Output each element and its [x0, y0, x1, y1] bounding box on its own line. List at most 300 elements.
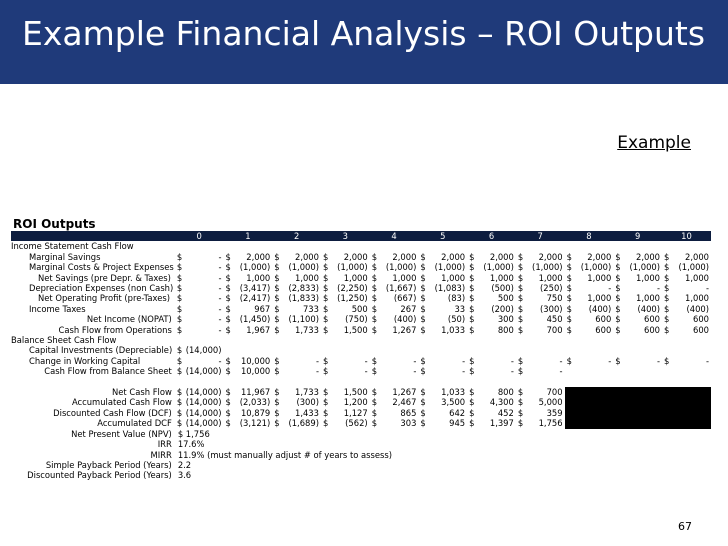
currency-symbol: $ [664, 272, 670, 283]
currency-symbol: $ [420, 418, 426, 429]
currency-symbol: $ [322, 355, 329, 366]
cell-value: - [705, 283, 709, 294]
cell-value: (400) [637, 303, 660, 314]
cell-value: 10,000 [240, 366, 271, 377]
cell-value: 2,000 [587, 251, 612, 262]
currency-symbol: $ [469, 293, 475, 304]
table-row [11, 356, 711, 366]
currency-symbol: $ [469, 355, 475, 366]
cell-value: - [413, 355, 417, 366]
cell-value: - [608, 355, 612, 366]
cell-value: 800 [497, 387, 514, 398]
currency-symbol: $ [517, 283, 524, 294]
year-header: 10 [662, 231, 711, 241]
currency-symbol: $ [420, 324, 426, 335]
currency-symbol: $ [566, 314, 572, 325]
currency-symbol: $ [176, 272, 183, 283]
cell-value: (14,000) [185, 397, 222, 408]
row-label: Marginal Costs & Project Expenses [29, 262, 174, 273]
cell-value: 11,967 [240, 387, 271, 398]
cell-value: 1,200 [343, 397, 368, 408]
currency-symbol: $ [371, 262, 378, 273]
row-label: Net Operating Profit (pre-Taxes) [38, 293, 170, 304]
currency-symbol: $ [469, 283, 475, 294]
currency-symbol: $ [517, 272, 524, 283]
cell-value: (83) [447, 293, 466, 304]
currency-symbol: $ [420, 366, 426, 377]
currency-symbol: $ [420, 314, 426, 325]
table-row [11, 325, 711, 335]
row-label: Marginal Savings [29, 251, 101, 262]
row-label: Cash Flow from Balance Sheet [44, 366, 172, 377]
table-row [11, 460, 711, 470]
currency-symbol: $ [371, 387, 378, 398]
cell-value: 1,756 [538, 418, 563, 429]
cell-value: 967 [254, 303, 271, 314]
currency-symbol: $ [225, 293, 231, 304]
cell-value: 800 [497, 324, 514, 335]
cell-value: - [218, 283, 222, 294]
cell-value: - [315, 366, 319, 377]
currency-symbol: $ [371, 418, 378, 429]
currency-symbol: $ [517, 293, 524, 304]
cell-value: 267 [400, 303, 417, 314]
table-row [11, 273, 711, 283]
currency-symbol: $ [420, 387, 426, 398]
cell-value: 359 [546, 407, 563, 418]
cell-value: 1,000 [636, 293, 660, 304]
cell-value: 1,000 [636, 272, 660, 283]
currency-symbol: $ [517, 387, 524, 398]
currency-symbol: $ [274, 324, 280, 335]
cell-value: 2,000 [343, 251, 368, 262]
currency-symbol: $ [322, 303, 329, 314]
row-label: Capital Investments (Depreciable) [29, 345, 173, 356]
cell-value: - [608, 283, 612, 294]
cell-value: (1,000) [288, 262, 319, 273]
currency-symbol: $ [225, 407, 231, 418]
currency-symbol: $ [420, 355, 426, 366]
cell-value: 2,000 [246, 251, 271, 262]
cell-value: 865 [400, 407, 417, 418]
cell-value: - [462, 366, 466, 377]
page-number: 67 [678, 520, 692, 533]
cell-value: 300 [497, 314, 514, 325]
year-header: 4 [370, 231, 419, 241]
cell-value: - [218, 355, 222, 366]
currency-symbol: $ [371, 293, 378, 304]
currency-symbol: $ [371, 251, 378, 262]
currency-symbol: $ [274, 303, 280, 314]
currency-symbol: $ [176, 387, 183, 398]
currency-symbol: $ [566, 283, 572, 294]
cell-value: (14,000) [185, 418, 222, 429]
row-label: Change in Working Capital [29, 355, 141, 366]
cell-value: 1,000 [685, 272, 709, 283]
cell-value: 700 [546, 387, 563, 398]
currency-symbol: $ [176, 366, 183, 377]
currency-symbol: $ [225, 418, 231, 429]
currency-symbol: $ [176, 345, 183, 356]
metric-value: 3.6 [177, 470, 192, 481]
roi-outputs-table [11, 231, 711, 481]
cell-value: (14,000) [185, 366, 222, 377]
currency-symbol: $ [225, 387, 231, 398]
table-row [11, 397, 711, 407]
year-header: 2 [272, 231, 321, 241]
row-label: Net Present Value (NPV) [71, 428, 172, 439]
cell-value: 3,500 [441, 397, 466, 408]
cell-value: 1,500 [343, 387, 368, 398]
year-header: 8 [565, 231, 614, 241]
currency-symbol: $ [615, 293, 621, 304]
currency-symbol: $ [517, 324, 524, 335]
cell-value: (250) [540, 283, 563, 294]
table-row [11, 439, 711, 449]
cell-value: 452 [497, 407, 514, 418]
currency-symbol: $ [176, 314, 183, 325]
cell-value: 1,397 [489, 418, 514, 429]
currency-symbol: $ [274, 355, 280, 366]
metric-value: 11.9% (must manually adjust # of years to assess) [177, 449, 393, 460]
metric-value: 2.2 [177, 459, 192, 470]
currency-symbol: $ [322, 366, 329, 377]
table-row [11, 366, 711, 376]
currency-symbol: $ [322, 272, 329, 283]
currency-symbol: $ [322, 387, 329, 398]
year-header: 6 [467, 231, 516, 241]
currency-symbol: $ [420, 293, 426, 304]
currency-symbol: $ [469, 397, 475, 408]
currency-symbol: $ [274, 418, 280, 429]
cell-value: 1,127 [343, 407, 368, 418]
currency-symbol: $ [274, 387, 280, 398]
currency-symbol: $ [176, 397, 183, 408]
section-title: ROI Outputs [13, 217, 96, 231]
currency-symbol: $ [615, 262, 621, 273]
currency-symbol: $ [664, 251, 670, 262]
cell-value: 303 [400, 418, 417, 429]
cell-value: - [510, 355, 514, 366]
cell-value: 33 [454, 303, 466, 314]
currency-symbol: $ [615, 283, 621, 294]
currency-symbol: $ [176, 324, 183, 335]
currency-symbol: $ [615, 324, 621, 335]
cell-value: (1,000) [580, 262, 612, 273]
cell-value: 1,000 [489, 272, 514, 283]
currency-symbol: $ [176, 355, 183, 366]
year-header: 7 [516, 231, 565, 241]
cell-value: 1,000 [246, 272, 271, 283]
currency-symbol: $ [517, 303, 524, 314]
cell-value: - [218, 251, 222, 262]
currency-symbol: $ [322, 397, 329, 408]
cell-value: 1,000 [587, 293, 612, 304]
cell-value: (1,100) [288, 314, 319, 325]
currency-symbol: $ [225, 355, 231, 366]
cell-value: (14,000) [185, 407, 222, 418]
cell-value: 600 [595, 314, 612, 325]
row-label: Net Cash Flow [112, 387, 172, 398]
year-header-row [11, 231, 711, 241]
year-header-spacer [11, 231, 175, 241]
currency-symbol: $ [664, 324, 670, 335]
row-label: Discounted Payback Period (Years) [27, 470, 172, 481]
currency-symbol: $ [225, 251, 231, 262]
cell-value: (400) [588, 303, 612, 314]
currency-symbol: $ [615, 355, 621, 366]
example-tag: Example [617, 133, 691, 153]
cell-value: 2,000 [489, 251, 514, 262]
currency-symbol: $ [469, 324, 475, 335]
cell-value: 2,000 [685, 251, 709, 262]
currency-symbol: $ [664, 355, 670, 366]
row-label: IRR [157, 439, 172, 450]
currency-symbol: $ [322, 314, 329, 325]
currency-symbol: $ [371, 272, 378, 283]
title-bar [0, 0, 728, 84]
row-label [11, 377, 175, 387]
cell-value: 2,000 [392, 251, 417, 262]
table-row [11, 345, 711, 355]
currency-symbol: $ [322, 262, 329, 273]
cell-value: (200) [491, 303, 514, 314]
cell-value: 1,033 [441, 324, 466, 335]
row-label: MIRR [150, 449, 172, 460]
cell-value: (667) [393, 293, 417, 304]
currency-symbol: $ [469, 272, 475, 283]
cell-value: 1,733 [294, 324, 319, 335]
currency-symbol: $ [664, 303, 670, 314]
currency-symbol: $ [469, 303, 475, 314]
empty-cells [224, 345, 711, 355]
currency-symbol: $ [322, 293, 329, 304]
currency-symbol: $ [517, 397, 524, 408]
currency-symbol: $ [469, 314, 475, 325]
currency-symbol: $ [371, 303, 378, 314]
metric-value: 17.6% [177, 439, 205, 450]
cell-value: (50) [447, 314, 466, 325]
cell-value: 1,000 [392, 272, 417, 283]
cell-value: 1,000 [685, 293, 709, 304]
currency-symbol: $ [176, 251, 183, 262]
cell-value: 700 [546, 324, 563, 335]
cell-value: 600 [693, 314, 709, 325]
cell-value: - [510, 366, 514, 377]
currency-symbol: $ [420, 272, 426, 283]
currency-symbol: $ [420, 251, 426, 262]
year-header: 9 [613, 231, 662, 241]
currency-symbol: $ [274, 366, 280, 377]
cell-value: - [705, 355, 709, 366]
row-label: Income Statement Cash Flow [11, 241, 134, 252]
currency-symbol: $ [322, 251, 329, 262]
currency-symbol: $ [371, 397, 378, 408]
year-header: 0 [175, 231, 224, 241]
currency-symbol: $ [420, 397, 426, 408]
currency-symbol: $ [517, 366, 524, 377]
masked-cells [565, 418, 711, 428]
currency-symbol: $ [517, 355, 524, 366]
table-row [11, 408, 711, 418]
cell-value: 945 [449, 418, 466, 429]
row-label: Balance Sheet Cash Flow [11, 335, 117, 346]
currency-symbol: $ [176, 293, 183, 304]
row-label: Discounted Cash Flow (DCF) [53, 407, 172, 418]
cell-value: - [559, 355, 563, 366]
currency-symbol: $ [664, 314, 670, 325]
cell-value: (1,000) [239, 262, 271, 273]
currency-symbol: $ [371, 407, 378, 418]
row-label: Accumulated DCF [97, 418, 172, 429]
currency-symbol: $ [274, 283, 280, 294]
currency-symbol: $ [664, 283, 670, 294]
cell-value: (2,833) [288, 283, 319, 294]
cell-value: (2,033) [239, 397, 271, 408]
cell-value: (1,450) [239, 314, 271, 325]
table-row [11, 335, 711, 345]
cell-value: 2,000 [636, 251, 660, 262]
cell-value: 500 [497, 293, 514, 304]
masked-cells [565, 397, 711, 407]
currency-symbol: $ [225, 397, 231, 408]
cell-value: 1,733 [294, 387, 319, 398]
currency-symbol: $ [371, 314, 378, 325]
cell-value: (400) [393, 314, 417, 325]
currency-symbol: $ [371, 366, 378, 377]
cell-value: 1,267 [392, 387, 417, 398]
table-row [11, 429, 711, 439]
currency-symbol: $ [225, 283, 231, 294]
cell-value: 450 [546, 314, 563, 325]
row-label: Simple Payback Period (Years) [45, 459, 172, 470]
cell-value: - [462, 355, 466, 366]
currency-symbol: $ [566, 262, 572, 273]
cell-value: (1,000) [337, 262, 368, 273]
currency-symbol: $ [371, 283, 378, 294]
currency-symbol: $ [469, 407, 475, 418]
currency-symbol: $ [176, 262, 183, 273]
empty-cells [175, 241, 711, 251]
cell-value: (1,083) [434, 283, 466, 294]
currency-symbol: $ [274, 262, 280, 273]
table-row [11, 252, 711, 262]
cell-value: (2,417) [239, 293, 271, 304]
cell-value: (1,000) [678, 262, 709, 273]
year-header: 1 [224, 231, 273, 241]
table-row [11, 314, 711, 324]
cell-value: - [218, 303, 222, 314]
currency-symbol: $ [615, 314, 621, 325]
cell-value: 1,000 [294, 272, 319, 283]
currency-symbol: $ [566, 324, 572, 335]
currency-symbol: $ [566, 272, 572, 283]
cell-value: 1,000 [441, 272, 466, 283]
cell-value: 1,000 [538, 272, 563, 283]
cell-value: (14,000) [185, 387, 222, 398]
cell-value: (300) [540, 303, 563, 314]
currency-symbol: $ [615, 272, 621, 283]
cell-value: (14,000) [185, 345, 222, 356]
currency-symbol: $ [469, 366, 475, 377]
currency-symbol: $ [176, 303, 183, 314]
masked-cells [565, 387, 711, 397]
masked-cells [565, 408, 711, 418]
currency-symbol: $ [420, 283, 426, 294]
table-row [11, 241, 711, 251]
currency-symbol: $ [322, 418, 329, 429]
table-row [11, 418, 711, 428]
cell-value: 4,300 [489, 397, 514, 408]
currency-symbol: $ [176, 407, 183, 418]
currency-symbol: $ [420, 303, 426, 314]
table-row [11, 387, 711, 397]
row-label: Accumulated Cash Flow [71, 397, 172, 408]
cell-value: - [559, 366, 563, 377]
cell-value: (3,121) [239, 418, 271, 429]
currency-symbol: $ [664, 262, 670, 273]
currency-symbol: $ [420, 262, 426, 273]
currency-symbol: $ [566, 303, 572, 314]
currency-symbol: $ [176, 283, 183, 294]
cell-value: - [218, 262, 222, 273]
year-header: 3 [321, 231, 370, 241]
cell-value: 1,000 [343, 272, 368, 283]
cell-value: (1,667) [385, 283, 417, 294]
cell-value: 1,000 [587, 272, 612, 283]
currency-symbol: $ [225, 262, 231, 273]
table-row [11, 304, 711, 314]
cell-value: (562) [345, 418, 368, 429]
cell-value: 642 [449, 407, 466, 418]
row-label: Net Income (NOPAT) [86, 314, 172, 325]
cell-value: 733 [302, 303, 319, 314]
currency-symbol: $ [225, 272, 231, 283]
cell-value: 1,433 [294, 407, 319, 418]
currency-symbol: $ [615, 251, 621, 262]
cell-value: (1,250) [337, 293, 368, 304]
currency-symbol: $ [517, 314, 524, 325]
currency-symbol: $ [371, 324, 378, 335]
currency-symbol: $ [371, 355, 378, 366]
table-row [11, 283, 711, 293]
currency-symbol: $ [274, 251, 280, 262]
cell-value: (1,833) [288, 293, 319, 304]
currency-symbol: $ [274, 314, 280, 325]
cell-value: (500) [491, 283, 514, 294]
currency-symbol: $ [566, 251, 572, 262]
cell-value: 1,267 [392, 324, 417, 335]
currency-symbol: $ [566, 293, 572, 304]
currency-symbol: $ [322, 407, 329, 418]
cell-value: (300) [296, 397, 319, 408]
cell-value: 2,000 [294, 251, 319, 262]
table-row [11, 470, 711, 480]
cell-value: - [656, 355, 660, 366]
currency-symbol: $ [420, 407, 426, 418]
cell-value: 10,000 [240, 355, 271, 366]
cell-value: - [364, 355, 368, 366]
cell-value: - [218, 272, 222, 283]
currency-symbol: $ [517, 251, 524, 262]
currency-symbol: $ [274, 293, 280, 304]
cell-value: 600 [644, 324, 660, 335]
currency-symbol: $ [274, 407, 280, 418]
cell-value: 500 [351, 303, 368, 314]
currency-symbol: $ [469, 251, 475, 262]
cell-value: - [413, 366, 417, 377]
cell-value: (3,417) [239, 283, 271, 294]
